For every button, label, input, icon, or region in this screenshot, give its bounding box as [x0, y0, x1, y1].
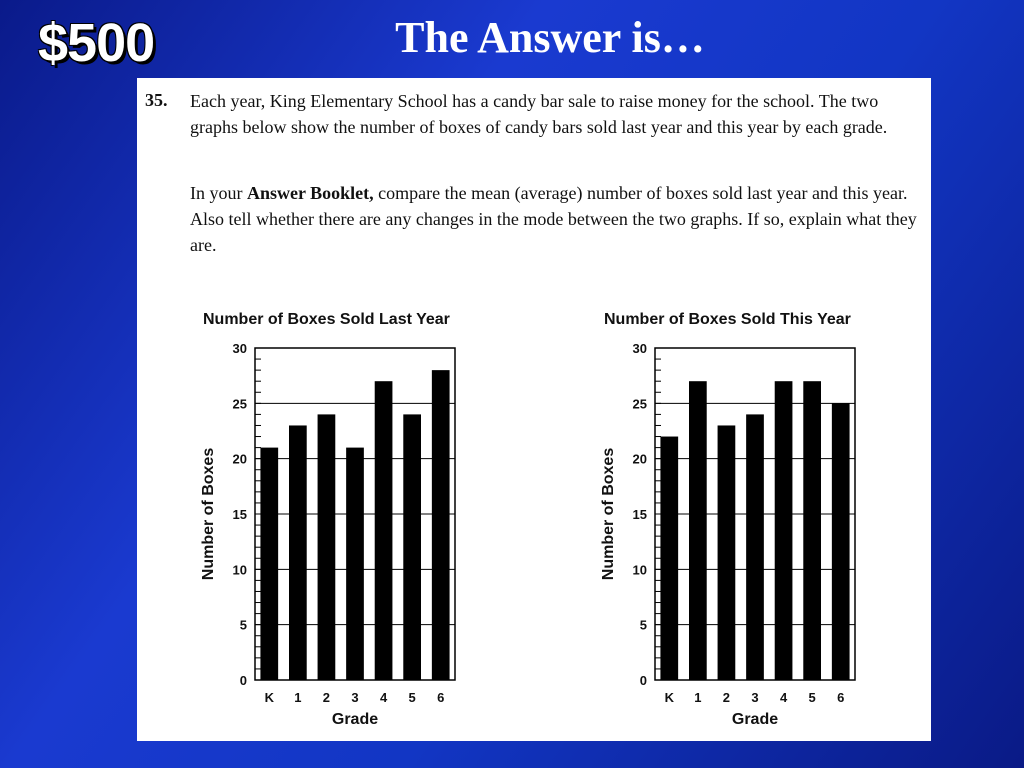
dollar-amount: $500 [38, 13, 155, 73]
question-paragraph-2-end: compare the mean (average) number of boxes sold last year and this year. Also tell whether there are any changes in the mode between the two graphs. If so, explain what they are. [190, 183, 917, 255]
y-tick-label: 20 [632, 451, 647, 467]
x-tick-label: K [664, 690, 674, 705]
y-tick-label: 0 [239, 673, 247, 688]
x-tick-label: 6 [837, 690, 845, 705]
y-axis-label: Number of Boxes [600, 447, 617, 581]
question-paragraph-2 [190, 180, 925, 258]
chart-title-last-year: Number of Boxes Sold Last Year [203, 311, 450, 328]
y-tick-label: 5 [639, 617, 647, 633]
x-tick-label: 1 [294, 690, 302, 705]
bar-6 [832, 403, 850, 680]
chart-last-year [197, 340, 467, 740]
bar-4 [375, 381, 393, 680]
bar-3 [346, 448, 364, 680]
bar-6 [432, 370, 450, 680]
x-tick-label: 5 [808, 690, 816, 705]
x-tick-label: 6 [437, 690, 445, 705]
bar-3 [746, 414, 764, 680]
x-tick-label: 3 [351, 690, 359, 705]
bar-2 [318, 414, 336, 680]
y-axis-label: Number of Boxes [200, 447, 217, 581]
y-tick-label: 20 [232, 451, 247, 467]
y-tick-label: 30 [632, 341, 647, 356]
bar-5 [803, 381, 821, 680]
x-tick-label: 2 [722, 690, 731, 705]
question-sheet [137, 78, 931, 741]
y-tick-label: 5 [239, 617, 247, 633]
y-tick-label: 10 [232, 562, 247, 578]
question-number: 35. [145, 90, 168, 110]
y-tick-label: 0 [639, 673, 647, 688]
bar-K [260, 448, 278, 680]
x-axis-label: Grade [331, 711, 379, 728]
bar-K [660, 437, 678, 680]
slide-title: The Answer is… [395, 13, 705, 62]
y-tick-label: 15 [232, 507, 247, 522]
x-tick-label: 4 [779, 690, 788, 705]
question-paragraph-1: Each year, King Elementary School has a candy bar sale to raise money for the school. The two graphs below show the number of boxes of candy bars sold last year and this year by each grade. [190, 91, 888, 137]
bar-1 [689, 381, 707, 680]
x-tick-label: 1 [694, 690, 702, 705]
question-paragraph-2-start: In your [190, 183, 247, 203]
y-tick-label: 30 [232, 341, 247, 356]
bar-5 [403, 414, 421, 680]
chart-this-year [597, 340, 867, 740]
bar-4 [775, 381, 793, 680]
chart-title-this-year: Number of Boxes Sold This Year [604, 311, 851, 328]
bar-2 [718, 425, 736, 680]
x-axis-label: Grade [731, 711, 779, 728]
y-tick-label: 15 [632, 507, 647, 522]
x-tick-label: 5 [408, 690, 416, 705]
y-tick-label: 25 [232, 396, 247, 412]
y-tick-label: 10 [632, 562, 647, 578]
x-tick-label: 4 [379, 690, 388, 705]
answer-booklet-bold: Answer Booklet, [247, 183, 374, 203]
x-tick-label: K [264, 690, 274, 705]
x-tick-label: 3 [751, 690, 759, 705]
y-tick-label: 25 [632, 396, 647, 412]
bar-1 [289, 425, 307, 680]
x-tick-label: 2 [322, 690, 331, 705]
